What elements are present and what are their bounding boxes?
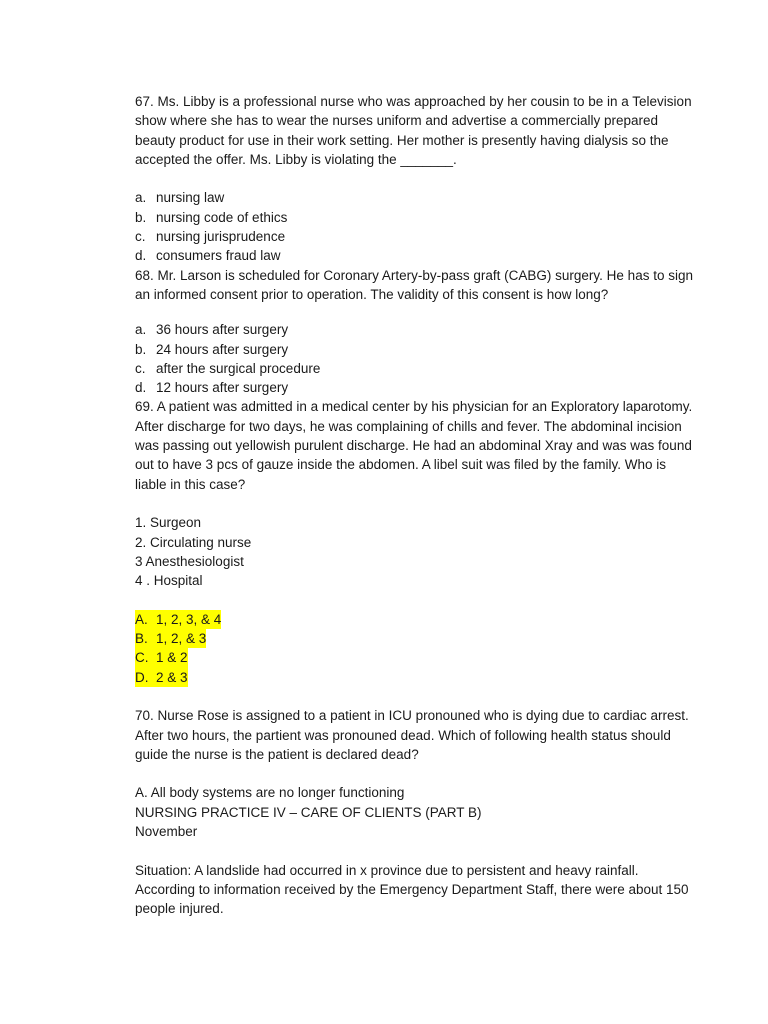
- q70-option-a: A. All body systems are no longer functioning: [135, 785, 405, 801]
- choice-text: 1, 2, 3, & 4: [156, 611, 222, 627]
- q68-option-b: [135, 340, 695, 359]
- section-month: November: [135, 823, 198, 839]
- q69-item-3: 3 Anesthesiologist: [135, 553, 244, 569]
- question-67: 67. Ms. Libby is a professional nurse who was approached by her cousin to be in a Television show where she has to wear the nurses uniform and advertise a commercially prepared beauty product for use in their work setting. Her mother is presently having dialysis so the accepted the offer. Ms. Libby is violating the _______.: [135, 94, 692, 167]
- option-text: nursing jurisprudence: [156, 229, 286, 245]
- q67-option-c: [135, 227, 695, 246]
- q69-choice-a: [135, 610, 695, 629]
- section-title: NURSING PRACTICE IV – CARE OF CLIENTS (PART B): [135, 804, 482, 820]
- q69-choice-d: [135, 668, 695, 687]
- option-text: 36 hours after surgery: [156, 322, 289, 338]
- option-mark: b.: [135, 341, 147, 357]
- highlighted-choice: [135, 629, 206, 648]
- option-mark: d.: [135, 380, 147, 396]
- q67-option-d: [135, 246, 695, 265]
- q68-option-d: [135, 378, 695, 397]
- option-text: consumers fraud law: [156, 248, 281, 264]
- highlighted-choice: [135, 610, 221, 629]
- q69-choice-c: [135, 648, 695, 667]
- q69-item-2: 2. Circulating nurse: [135, 534, 252, 550]
- option-text: nursing code of ethics: [156, 209, 288, 225]
- question-68: 68. Mr. Larson is scheduled for Coronary Artery-by-pass graft (CABG) surgery. He has to sign an informed consent prior to operation. The validity of this consent is how long?: [135, 267, 693, 302]
- highlighted-choice: [135, 668, 188, 687]
- q67-option-a: [135, 188, 695, 207]
- q69-item-1: 1. Surgeon: [135, 515, 202, 531]
- option-mark: d.: [135, 248, 147, 264]
- question-69: 69. A patient was admitted in a medical center by his physician for an Exploratory laparotomy. After discharge for two days, he was complaining of chills and fever. The abdominal incision was passing out yellowish purulent discharge. He had an abdominal Xray and was was found out to have 3 pcs of gauze inside the abdomen. A libel suit was filed by the family. Who is liable in this case?: [135, 399, 693, 492]
- choice-mark: D.: [135, 669, 149, 685]
- q68-option-c: [135, 359, 695, 378]
- q67-option-b: [135, 208, 695, 227]
- choice-mark: B.: [135, 631, 148, 647]
- option-text: nursing law: [156, 190, 225, 206]
- option-mark: a.: [135, 322, 147, 338]
- option-mark: c.: [135, 360, 146, 376]
- option-text: after the surgical procedure: [156, 360, 321, 376]
- option-text: 24 hours after surgery: [156, 341, 289, 357]
- choice-text: 2 & 3: [156, 669, 188, 685]
- choice-text: 1, 2, & 3: [156, 631, 207, 647]
- q69-item-4: 4 . Hospital: [135, 573, 203, 589]
- choice-mark: A.: [135, 611, 148, 627]
- option-mark: a.: [135, 190, 147, 206]
- option-mark: b.: [135, 209, 147, 225]
- q68-option-a: [135, 320, 695, 339]
- option-text: 12 hours after surgery: [156, 380, 289, 396]
- choice-text: 1 & 2: [156, 650, 188, 666]
- document-body: [135, 92, 695, 918]
- situation-text: Situation: A landslide had occurred in x province due to persistent and heavy rainfall. According to information received by the Emergency Department Staff, there were about 150 people injured.: [135, 862, 689, 917]
- option-mark: c.: [135, 229, 146, 245]
- choice-mark: C.: [135, 650, 149, 666]
- highlighted-choice: [135, 648, 188, 667]
- q69-choice-b: [135, 629, 695, 648]
- question-70: 70. Nurse Rose is assigned to a patient in ICU pronouned who is dying due to cardiac arrest. After two hours, the partient was pronouned dead. Which of following health status should guide the nurse is the patient is declared dead?: [135, 708, 689, 762]
